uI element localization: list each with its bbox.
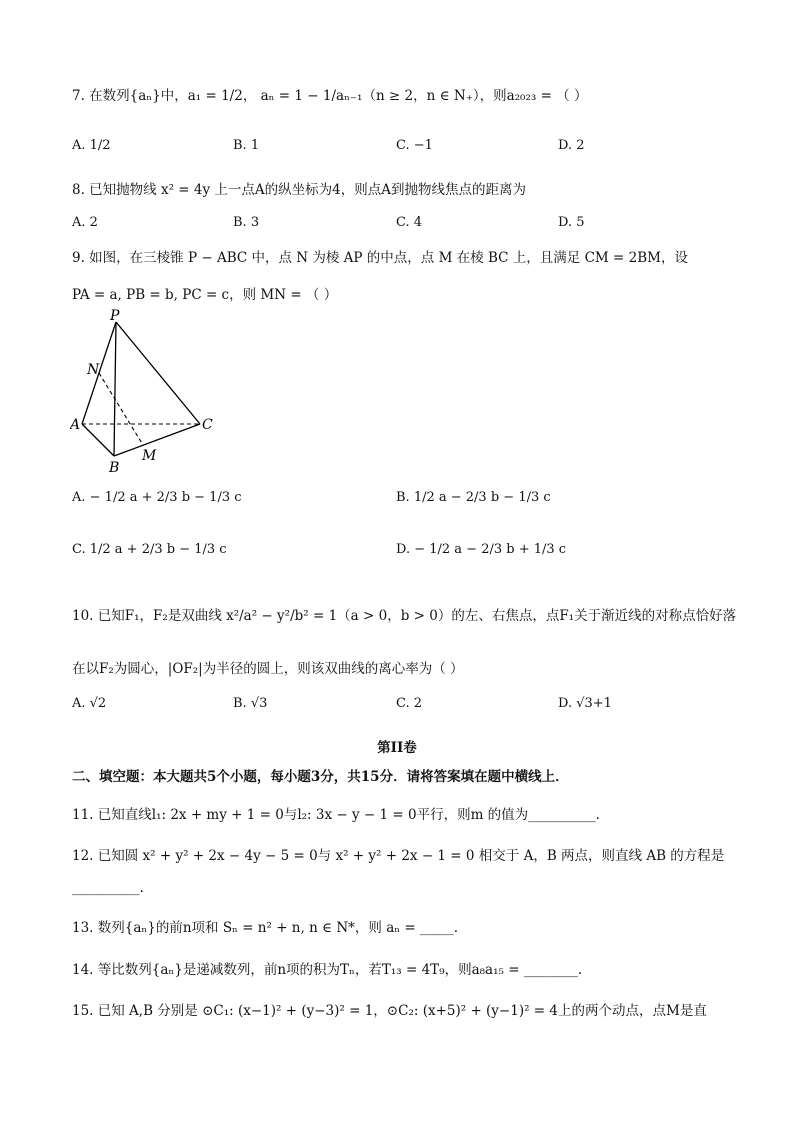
label-c: C (202, 417, 213, 433)
edge-pb (114, 322, 116, 456)
edge-pc (116, 322, 200, 424)
label-a: A (70, 417, 81, 433)
question-10-line-2: 在以F₂为圆心，|OF₂|为半径的圆上，则该双曲线的离心率为（ ） (72, 661, 464, 677)
q10-option-c: C. 2 (396, 696, 423, 711)
q7-option-c: C. −1 (396, 138, 433, 153)
question-10-line-1: 10. 已知F₁，F₂是双曲线 x²/a² − y²/b² = 1（a > 0，b > 0）的左、右焦点，点F₁关于渐近线的对称点恰好落 (72, 608, 737, 624)
q8-option-a: A. 2 (72, 215, 98, 230)
question-8-text: 8. 已知抛物线 x² = 4y 上一点A的纵坐标为4，则点A到抛物线焦点的距离为 (72, 182, 526, 198)
q9-option-b: B. 1/2 a − 2/3 b − 1/3 c (396, 490, 551, 505)
question-9-line-1: 9. 如图，在三棱锥 P − ABC 中，点 N 为棱 AP 的中点，点 M 在棱 BC 上，且满足 CM = 2BM，设 (72, 250, 688, 266)
label-m: M (142, 448, 157, 464)
q9-option-d: D. − 1/2 a − 2/3 b + 1/3 c (396, 542, 567, 557)
label-b: B (109, 460, 120, 476)
question-15-text: 15. 已知 A,B 分别是 ⊙C₁: (x−1)² + (y−3)² = 1，⊙C₂: (x+5)² + (y−1)² = 4上的两个动点，点M是直 (72, 1003, 707, 1019)
question-14-text: 14. 等比数列{aₙ}是递减数列，前n项的积为Tₙ，若T₁₃ = 4T₉，则a₈a₁₅ = ________. (72, 962, 583, 978)
q10-option-a: A. √2 (72, 696, 107, 711)
edge-ab (82, 424, 114, 456)
question-12-line-2: __________. (72, 880, 144, 896)
question-11-text: 11. 已知直线l₁: 2x + my + 1 = 0与l₂: 3x − y − 1 = 0平行，则m 的值为__________. (72, 807, 600, 823)
q8-option-d: D. 5 (558, 215, 585, 230)
segment-nm-hidden (99, 373, 143, 445)
q8-option-b: B. 3 (233, 215, 260, 230)
question-12-line-1: 12. 已知圆 x² + y² + 2x − 4y − 5 = 0与 x² + y² + 2x − 1 = 0 相交于 A，B 两点，则直线 AB 的方程是 (72, 848, 725, 864)
q9-option-a: A. − 1/2 a + 2/3 b − 1/3 c (72, 490, 242, 505)
q9-option-c: C. 1/2 a + 2/3 b − 1/3 c (72, 542, 227, 557)
q7-option-b: B. 1 (233, 138, 260, 153)
question-9-line-2: PA = a, PB = b, PC = c，则 MN = （ ） (72, 287, 338, 303)
q7-option-d: D. 2 (558, 138, 585, 153)
q7-option-a: A. 1/2 (72, 138, 111, 153)
edge-bc (114, 424, 200, 456)
tetrahedron-figure (70, 308, 230, 478)
label-n: N (87, 362, 100, 378)
section-2-title: 第II卷 (377, 740, 417, 756)
question-7-text: 7. 在数列{aₙ}中，a₁ = 1/2， aₙ = 1 − 1/aₙ₋₁（n ≥ 2，n ∈ N₊），则a₂₀₂₃ = （ ） (72, 88, 588, 104)
label-p: P (110, 308, 120, 324)
q10-option-d: D. √3+1 (558, 696, 612, 711)
q10-option-b: B. √3 (233, 696, 268, 711)
section-2-heading: 二、填空题：本大题共5个小题，每小题3分，共15分．请将答案填在题中横线上． (72, 769, 569, 785)
q8-option-c: C. 4 (396, 215, 423, 230)
question-13-text: 13. 数列{aₙ}的前n项和 Sₙ = n² + n, n ∈ N*，则 aₙ = _____. (72, 920, 459, 936)
